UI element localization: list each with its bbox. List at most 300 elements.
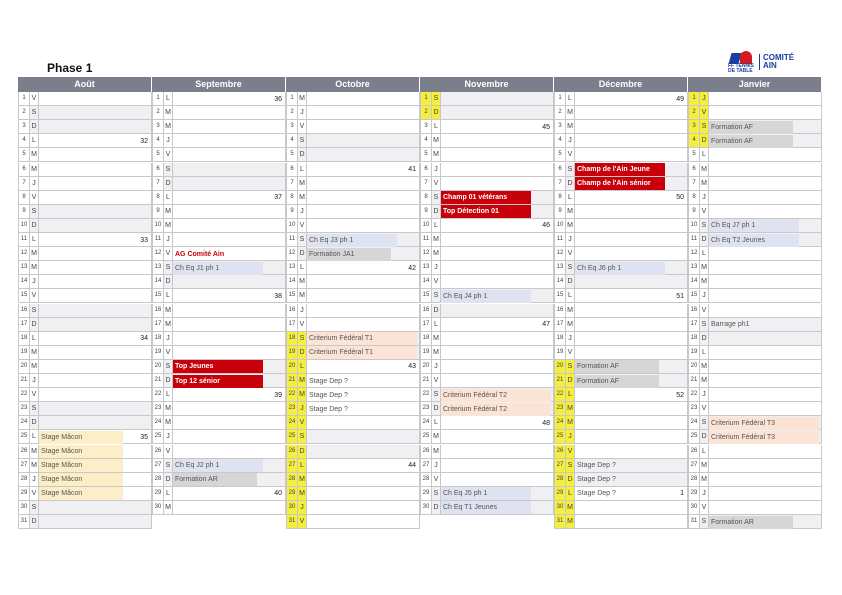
day-cell[interactable]: [709, 261, 822, 275]
day-letter: D: [700, 233, 709, 247]
day-cell[interactable]: [709, 163, 822, 177]
day-letter: D: [432, 106, 441, 120]
day-number: 7: [420, 177, 432, 191]
day-letter: V: [164, 445, 173, 459]
day-cell[interactable]: [39, 205, 152, 219]
day-number: 3: [554, 120, 566, 134]
day-number: 29: [688, 487, 700, 501]
day-letter: L: [566, 388, 575, 402]
day-cell[interactable]: [441, 92, 554, 106]
day-number: 11: [420, 233, 432, 247]
day-cell[interactable]: [173, 219, 286, 233]
day-letter: V: [298, 416, 307, 430]
day-cell[interactable]: [307, 275, 420, 289]
day-letter: V: [298, 515, 307, 529]
day-letter: S: [432, 191, 441, 205]
day-cell[interactable]: [307, 177, 420, 191]
day-letter: V: [164, 148, 173, 162]
day-number: 25: [688, 430, 700, 444]
day-cell[interactable]: [575, 219, 688, 233]
day-number: 8: [286, 191, 298, 205]
day-cell[interactable]: [575, 148, 688, 162]
day-number: 28: [152, 473, 164, 487]
day-number: 11: [688, 233, 700, 247]
day-cell[interactable]: [709, 459, 822, 473]
day-cell[interactable]: [307, 219, 420, 233]
day-number: 5: [286, 148, 298, 162]
day-letter: M: [164, 402, 173, 416]
day-letter: J: [164, 332, 173, 346]
day-number: 24: [18, 416, 30, 430]
day-cell[interactable]: [39, 219, 152, 233]
day-number: 20: [554, 360, 566, 374]
day-number: 10: [286, 219, 298, 233]
day-cell[interactable]: [307, 416, 420, 430]
day-cell[interactable]: [307, 289, 420, 303]
event-label: Stage Dep ?: [577, 476, 616, 484]
day-cell[interactable]: [173, 332, 286, 346]
day-letter: L: [298, 163, 307, 177]
day-letter: J: [432, 163, 441, 177]
day-number: 6: [286, 163, 298, 177]
day-cell[interactable]: [39, 163, 152, 177]
day-cell[interactable]: [575, 332, 688, 346]
day-cell[interactable]: [709, 445, 822, 459]
day-letter: V: [432, 177, 441, 191]
day-cell[interactable]: [307, 304, 420, 318]
day-number: 11: [554, 233, 566, 247]
event-label: Criterium Fédéral T2: [441, 389, 551, 402]
day-cell[interactable]: [709, 360, 822, 374]
day-letter: V: [700, 106, 709, 120]
day-cell[interactable]: [39, 177, 152, 191]
day-cell[interactable]: [709, 289, 822, 303]
day-cell[interactable]: [441, 346, 554, 360]
day-cell[interactable]: [575, 205, 688, 219]
day-cell[interactable]: [709, 346, 822, 360]
week-number: 46: [542, 222, 550, 230]
day-number: 23: [554, 402, 566, 416]
day-cell[interactable]: [575, 416, 688, 430]
day-cell[interactable]: [575, 275, 688, 289]
month-header: Août: [18, 77, 152, 92]
day-cell[interactable]: [575, 134, 688, 148]
day-cell[interactable]: [575, 346, 688, 360]
day-letter: M: [298, 177, 307, 191]
day-cell[interactable]: [173, 134, 286, 148]
event-label: AG Comité Ain: [175, 250, 225, 258]
day-letter: S: [30, 501, 39, 515]
day-cell[interactable]: [709, 191, 822, 205]
day-letter: L: [164, 487, 173, 501]
day-number: 25: [554, 430, 566, 444]
day-cell[interactable]: [307, 205, 420, 219]
event-label: Formation AR: [173, 473, 257, 486]
day-letter: D: [164, 275, 173, 289]
event-label: Ch Eq J2 ph 1: [173, 459, 263, 472]
day-number: 14: [152, 275, 164, 289]
day-cell[interactable]: [173, 148, 286, 162]
day-cell[interactable]: [575, 120, 688, 134]
day-letter: L: [432, 120, 441, 134]
event-label: Formation AF: [575, 360, 659, 373]
day-cell[interactable]: [39, 416, 152, 430]
day-cell[interactable]: [709, 106, 822, 120]
day-number: 4: [688, 134, 700, 148]
day-number: 21: [152, 374, 164, 388]
day-number: 13: [18, 261, 30, 275]
day-cell[interactable]: [173, 275, 286, 289]
day-number: 17: [152, 318, 164, 332]
day-number: 16: [420, 304, 432, 318]
day-cell[interactable]: [441, 374, 554, 388]
day-cell[interactable]: [441, 261, 554, 275]
event-label: Ch Eq J6 ph 1: [575, 262, 665, 275]
day-cell[interactable]: [575, 501, 688, 515]
day-number: 4: [554, 134, 566, 148]
day-cell[interactable]: [709, 473, 822, 487]
day-cell[interactable]: [39, 346, 152, 360]
day-letter: J: [298, 205, 307, 219]
day-cell[interactable]: [575, 233, 688, 247]
day-cell[interactable]: [709, 304, 822, 318]
day-letter: D: [298, 247, 307, 261]
day-number: 16: [286, 304, 298, 318]
day-cell[interactable]: [709, 332, 822, 346]
day-cell[interactable]: [173, 205, 286, 219]
event-label: Top Détection 01: [441, 205, 531, 218]
week-number: 48: [542, 419, 550, 427]
day-letter: D: [700, 134, 709, 148]
day-cell[interactable]: [709, 177, 822, 191]
day-cell[interactable]: [307, 473, 420, 487]
day-number: 20: [152, 360, 164, 374]
day-number: 12: [688, 247, 700, 261]
day-letter: V: [566, 148, 575, 162]
day-number: 19: [18, 346, 30, 360]
day-cell[interactable]: [307, 318, 420, 332]
day-cell[interactable]: [709, 247, 822, 261]
day-cell[interactable]: [709, 205, 822, 219]
day-number: 3: [688, 120, 700, 134]
day-cell[interactable]: [307, 92, 420, 106]
day-cell[interactable]: [575, 430, 688, 444]
day-cell[interactable]: [39, 304, 152, 318]
day-number: 14: [18, 275, 30, 289]
day-cell[interactable]: [709, 275, 822, 289]
day-number: 17: [688, 318, 700, 332]
day-number: 21: [286, 374, 298, 388]
day-cell[interactable]: [575, 318, 688, 332]
event-label: Stage Dep ?: [309, 377, 348, 385]
day-letter: D: [432, 501, 441, 515]
day-number: 2: [688, 106, 700, 120]
day-letter: S: [432, 92, 441, 106]
day-cell[interactable]: [307, 487, 420, 501]
day-number: 20: [688, 360, 700, 374]
day-number: 15: [688, 289, 700, 303]
week-number: 33: [140, 236, 148, 244]
day-letter: D: [566, 473, 575, 487]
day-cell[interactable]: [575, 106, 688, 120]
day-cell[interactable]: [307, 515, 420, 529]
day-letter: M: [700, 360, 709, 374]
day-cell[interactable]: [307, 148, 420, 162]
day-letter: M: [566, 304, 575, 318]
day-cell[interactable]: [39, 120, 152, 134]
day-cell[interactable]: [173, 445, 286, 459]
calendar-grid: [18, 77, 822, 529]
week-number: 45: [542, 123, 550, 131]
day-letter: S: [298, 430, 307, 444]
event-label: Ch Eq J1 ph 1: [173, 262, 263, 275]
day-number: 19: [420, 346, 432, 360]
day-cell[interactable]: [709, 92, 822, 106]
day-number: 22: [688, 388, 700, 402]
day-letter: L: [432, 318, 441, 332]
day-number: 18: [554, 332, 566, 346]
day-cell[interactable]: [173, 177, 286, 191]
day-letter: D: [164, 374, 173, 388]
day-letter: M: [164, 205, 173, 219]
day-letter: J: [298, 304, 307, 318]
logo-comite-text: [759, 54, 794, 70]
day-cell[interactable]: [39, 247, 152, 261]
day-letter: V: [700, 501, 709, 515]
event-label: Top Jeunes: [173, 360, 263, 373]
day-cell[interactable]: [441, 473, 554, 487]
event-label: Stage Mâcon: [39, 459, 123, 472]
day-number: 9: [554, 205, 566, 219]
event-label: Stage Mâcon: [39, 487, 123, 500]
day-cell[interactable]: [441, 106, 554, 120]
day-cell[interactable]: [173, 346, 286, 360]
day-cell[interactable]: [441, 430, 554, 444]
day-cell[interactable]: [441, 134, 554, 148]
day-number: 5: [152, 148, 164, 162]
day-letter: J: [566, 233, 575, 247]
day-letter: M: [700, 177, 709, 191]
day-cell[interactable]: [307, 120, 420, 134]
day-cell[interactable]: [441, 332, 554, 346]
day-cell[interactable]: [441, 360, 554, 374]
day-cell[interactable]: [173, 304, 286, 318]
day-cell[interactable]: [39, 318, 152, 332]
day-number: 8: [18, 191, 30, 205]
day-letter: M: [164, 120, 173, 134]
event-label: Top 12 sénior: [173, 375, 263, 388]
month-header: Novembre: [420, 77, 554, 92]
day-letter: D: [298, 445, 307, 459]
day-letter: M: [566, 205, 575, 219]
day-cell[interactable]: [39, 360, 152, 374]
day-number: 23: [286, 402, 298, 416]
day-cell[interactable]: [173, 501, 286, 515]
event-label: Champ de l'Ain sénior: [575, 177, 665, 190]
day-letter: J: [700, 289, 709, 303]
day-letter: S: [30, 304, 39, 318]
day-letter: S: [432, 388, 441, 402]
day-cell[interactable]: [39, 106, 152, 120]
day-cell[interactable]: [575, 445, 688, 459]
day-cell[interactable]: [575, 304, 688, 318]
day-number: 27: [152, 459, 164, 473]
day-number: 26: [554, 445, 566, 459]
day-number: 6: [420, 163, 432, 177]
day-cell[interactable]: [173, 318, 286, 332]
day-cell[interactable]: [39, 388, 152, 402]
day-cell[interactable]: [575, 247, 688, 261]
week-number: 40: [274, 490, 282, 498]
day-letter: M: [30, 148, 39, 162]
day-cell[interactable]: [39, 289, 152, 303]
day-cell[interactable]: [441, 459, 554, 473]
day-letter: M: [432, 134, 441, 148]
day-letter: J: [164, 233, 173, 247]
day-cell[interactable]: [441, 247, 554, 261]
day-number: 13: [420, 261, 432, 275]
day-letter: M: [30, 261, 39, 275]
day-letter: J: [566, 134, 575, 148]
day-letter: L: [164, 388, 173, 402]
day-cell[interactable]: [441, 445, 554, 459]
day-number: 13: [688, 261, 700, 275]
day-letter: M: [30, 163, 39, 177]
day-letter: L: [432, 416, 441, 430]
day-number: 13: [286, 261, 298, 275]
day-cell[interactable]: [39, 148, 152, 162]
day-letter: M: [298, 487, 307, 501]
day-cell[interactable]: [307, 445, 420, 459]
day-cell[interactable]: [173, 163, 286, 177]
day-letter: L: [432, 219, 441, 233]
day-letter: D: [30, 120, 39, 134]
day-letter: M: [30, 360, 39, 374]
day-cell[interactable]: [307, 134, 420, 148]
day-cell[interactable]: [709, 374, 822, 388]
day-cell[interactable]: [709, 487, 822, 501]
day-cell[interactable]: [173, 120, 286, 134]
day-cell[interactable]: [575, 515, 688, 529]
day-letter: V: [432, 275, 441, 289]
day-cell[interactable]: [575, 402, 688, 416]
day-letter: S: [566, 459, 575, 473]
day-letter: J: [700, 191, 709, 205]
day-number: 23: [688, 402, 700, 416]
day-cell[interactable]: [173, 402, 286, 416]
day-letter: L: [298, 261, 307, 275]
day-cell[interactable]: [307, 501, 420, 515]
day-cell[interactable]: [709, 388, 822, 402]
day-cell[interactable]: [307, 191, 420, 205]
day-cell[interactable]: [39, 261, 152, 275]
event-label: Criterium Fédéral T1: [307, 346, 417, 359]
event-label: Criterium Fédéral T3: [709, 431, 819, 444]
day-number: 9: [688, 205, 700, 219]
day-number: 25: [286, 430, 298, 444]
week-number: 38: [274, 292, 282, 300]
day-number: 4: [286, 134, 298, 148]
day-number: 9: [18, 205, 30, 219]
day-letter: M: [432, 148, 441, 162]
day-number: 16: [554, 304, 566, 318]
day-letter: D: [700, 430, 709, 444]
day-cell[interactable]: [173, 233, 286, 247]
day-cell[interactable]: [39, 402, 152, 416]
day-cell[interactable]: [173, 430, 286, 444]
day-cell[interactable]: [39, 92, 152, 106]
day-letter: M: [164, 318, 173, 332]
day-cell[interactable]: [173, 106, 286, 120]
day-cell[interactable]: [441, 177, 554, 191]
event-label: Champ 01 vétérans: [441, 191, 531, 204]
day-number: 7: [286, 177, 298, 191]
day-number: 12: [18, 247, 30, 261]
day-number: 24: [152, 416, 164, 430]
day-number: 27: [420, 459, 432, 473]
day-number: 4: [152, 134, 164, 148]
day-cell[interactable]: [39, 191, 152, 205]
day-number: 12: [286, 247, 298, 261]
day-cell[interactable]: [441, 304, 554, 318]
day-cell[interactable]: [39, 515, 152, 529]
event-label: Formation AF: [575, 375, 659, 388]
day-cell[interactable]: [441, 148, 554, 162]
day-cell[interactable]: [39, 275, 152, 289]
day-letter: M: [298, 388, 307, 402]
day-letter: L: [298, 459, 307, 473]
day-letter: L: [700, 445, 709, 459]
day-letter: V: [30, 289, 39, 303]
day-cell[interactable]: [39, 501, 152, 515]
day-cell[interactable]: [441, 233, 554, 247]
day-cell[interactable]: [709, 402, 822, 416]
day-letter: V: [298, 120, 307, 134]
day-cell[interactable]: [173, 416, 286, 430]
event-label: Stage Mâcon: [39, 431, 123, 444]
day-number: 14: [286, 275, 298, 289]
day-letter: M: [432, 346, 441, 360]
day-letter: M: [298, 473, 307, 487]
day-letter: J: [566, 430, 575, 444]
day-cell[interactable]: [441, 163, 554, 177]
day-cell[interactable]: [709, 501, 822, 515]
day-cell[interactable]: [709, 148, 822, 162]
day-number: 29: [18, 487, 30, 501]
day-number: 21: [420, 374, 432, 388]
day-letter: V: [700, 402, 709, 416]
day-number: 24: [286, 416, 298, 430]
day-letter: S: [566, 360, 575, 374]
day-number: 9: [286, 205, 298, 219]
day-number: 15: [420, 289, 432, 303]
day-number: 27: [554, 459, 566, 473]
day-letter: M: [700, 473, 709, 487]
day-number: 17: [18, 318, 30, 332]
day-number: 2: [554, 106, 566, 120]
day-number: 9: [420, 205, 432, 219]
day-cell[interactable]: [441, 275, 554, 289]
day-letter: M: [432, 430, 441, 444]
day-number: 24: [554, 416, 566, 430]
day-cell[interactable]: [307, 430, 420, 444]
day-cell[interactable]: [307, 106, 420, 120]
day-cell[interactable]: [39, 374, 152, 388]
month-header: Janvier: [688, 77, 822, 92]
event-label: Stage Dep ?: [309, 405, 348, 413]
week-number: 44: [408, 462, 416, 470]
day-number: 15: [18, 289, 30, 303]
